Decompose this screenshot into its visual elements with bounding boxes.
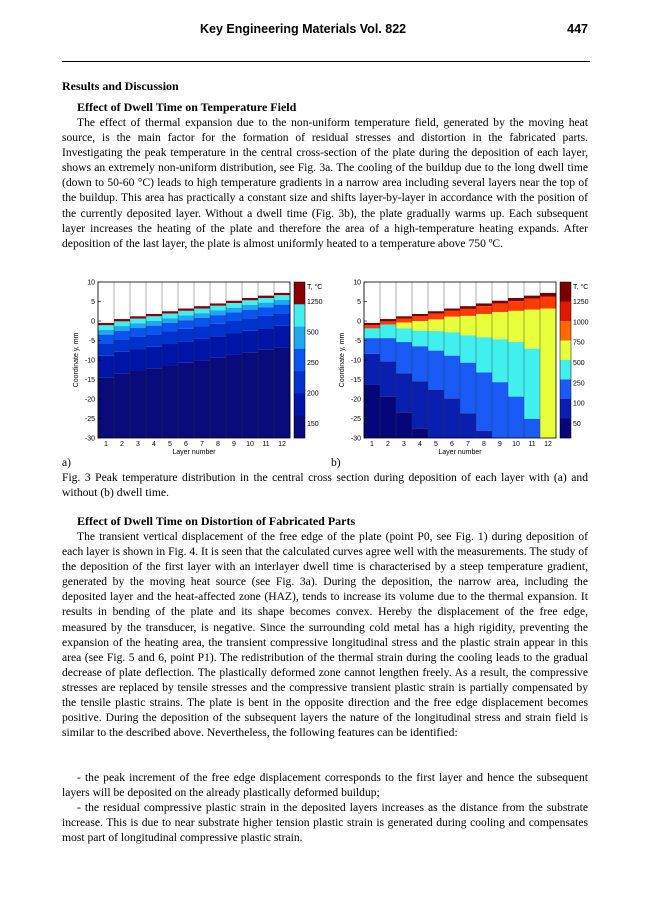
heatmap-cell (428, 351, 444, 390)
heatmap-cell (524, 349, 540, 419)
paragraph-temperature: The effect of thermal expansion due to the non-uniform temperature field, generated by the moving heat source, is the main factor for the formation of residual stresses and distortion in the fabricated parts. Investigating the peak temperature in the central cross-section of the plate during the deposition of each layer, shows an extremely non-uniform distribution, see Fig. 3a. The cooling of the buildup due to the long dwell time (down to 50-60 °C) leads to high temperature gradients in a narrow area including several layers near the top of the buildup. This area has practically a constant size and shifts layer-by-layer in accordance with the position of the currently deposited layer. Without a dwell time (Fig. 3b), the plate gradually warms up. Each subsequent layer increases the heating of the plate and therefore the area of a high-temperature heating expands. After deposition of the last layer, the plate is almost uniformly heated to a temperature above 750 ºC. (62, 116, 588, 250)
heatmap-cell (114, 319, 130, 321)
colorbar-tick-label: 750 (573, 339, 585, 347)
heatmap-cell (162, 323, 178, 332)
heatmap-cell (444, 332, 460, 355)
x-tick-label: 6 (184, 441, 188, 448)
heatmap-cell (114, 352, 130, 373)
heatmap-cell (226, 355, 242, 438)
heatmap-cell (178, 320, 194, 329)
heatmap-cell (396, 323, 412, 329)
subsection-title-temperature: Effect of Dwell Time on Temperature Field (77, 100, 297, 114)
x-tick-label: 12 (278, 441, 286, 448)
heatmap-cell (114, 331, 130, 340)
heatmap-cell (98, 343, 114, 355)
journal-title: Key Engineering Materials Vol. 822 (200, 22, 407, 36)
colorbar-title: T, °C (307, 284, 323, 291)
colorbar-segment (560, 302, 571, 322)
heatmap-cell (444, 309, 460, 311)
x-axis-label: Layer number (172, 449, 216, 456)
heatmap-cell (476, 337, 492, 372)
header-rule (62, 61, 590, 62)
heatmap-cell (428, 314, 444, 320)
x-tick-label: 11 (262, 441, 270, 448)
heatmap-cell (130, 371, 146, 438)
heatmap-cell (258, 298, 274, 303)
x-tick-label: 5 (168, 441, 172, 448)
heatmap-cell (194, 306, 210, 308)
heatmap-cell (178, 316, 194, 321)
heatmap-cell (476, 372, 492, 431)
heatmap-cell (194, 313, 210, 318)
y-tick-label: 0 (91, 318, 95, 326)
colorbar-segment (294, 393, 305, 416)
y-axis-label: Coordinate y, mm (73, 332, 80, 388)
heatmap-cell (524, 419, 540, 438)
heatmap-cell (242, 352, 258, 438)
heatmap-cell (210, 303, 226, 305)
heatmap-cell (242, 318, 258, 330)
x-tick-label: 10 (512, 441, 520, 448)
heatmap-cell (258, 328, 274, 349)
figure-3a (62, 276, 324, 456)
y-tick-label: -20 (350, 396, 361, 404)
heatmap-cell (98, 356, 114, 377)
x-tick-label: 2 (120, 441, 124, 448)
heatmap-cell (194, 318, 210, 327)
heatmap-cell (428, 331, 444, 351)
colorbar-segment (560, 321, 571, 341)
heatmap-cell (146, 368, 162, 438)
heatmap-cell (476, 303, 492, 306)
heatmap-cell (274, 293, 290, 295)
figure-label-b: b) (331, 456, 341, 469)
paragraph-distortion: The transient vertical displacement of the free edge of the plate (point P0, see Fig. 1) during deposition of each layer is shown in Fig. 4. It is seen that the calculated curves agree well with the measurements. The study of the deposition of the first layer with an interlayer dwell time is characterised by a steep temperature gradient, generated by the moving heat source (see Fig. 3a). During the deposition, the narrow area, including the deposited layer and the heat-affected zone (HAZ), tends to increase its volume due to the thermal expansion. It results in bending of the plate and its shape becomes convex. Hereby the displacement of the free edge, measured by the transducer, is negative. Since the surrounding cold metal has a high rigidity, preventing the expansion of the heating area, the transient compressive longitudinal stress and the plastic strain appear in this area (see Fig. 5 and 6, point P1). The redistribution of the thermal strain during the cooling leads to the gradual decrease of plate deflection. The plastically deformed zone cannot lengthen freely. As a result, the compressive stresses are replaced by tensile stresses and the compressive transient plastic strain is partially compensated by the tensile plastic strains. The plate is bent in the opposite direction and the free edge displacement becomes positive. During the deposition of the subsequent layers the nature of the longitudinal stress and strain field is similar to the described above. Nevertheless, the following features can be identified: (62, 530, 588, 740)
heatmap-cell (444, 399, 460, 438)
x-tick-label: 9 (498, 441, 502, 448)
heatmap-cell (130, 328, 146, 337)
heatmap-cell (178, 311, 194, 316)
colorbar-segment (560, 282, 571, 302)
colorbar-tick-label: 50 (573, 421, 581, 428)
heatmap-cell (146, 316, 162, 321)
heatmap-cell (194, 339, 210, 360)
y-tick-label: 5 (357, 299, 361, 306)
heatmap-cell (274, 313, 290, 325)
heatmap-cell (380, 325, 396, 339)
heatmap-cell (258, 316, 274, 328)
heatmap-cell (364, 385, 380, 438)
y-tick-label: 10 (353, 279, 361, 287)
x-tick-label: 4 (152, 441, 156, 448)
colorbar-tick-label: 150 (307, 421, 319, 428)
x-tick-label: 1 (370, 441, 374, 448)
heatmap-cell (428, 390, 444, 438)
heatmap-cell (98, 377, 114, 438)
colorbar-segment (294, 349, 305, 372)
colorbar-segment (560, 341, 571, 361)
heatmap-cell (412, 428, 428, 438)
y-tick-label: 10 (87, 279, 95, 287)
x-tick-label: 8 (216, 441, 220, 448)
heatmap-cell (460, 335, 476, 362)
heatmap-cell (412, 331, 428, 347)
heatmap-cell (178, 329, 194, 341)
y-tick-label: 5 (91, 299, 95, 306)
heatmap-cell (540, 297, 556, 309)
colorbar-segment (560, 419, 571, 439)
colorbar-tick-label: 200 (307, 390, 319, 398)
colorbar-tick-label: 1000 (573, 319, 589, 327)
heatmap-cell (258, 350, 274, 438)
x-tick-label: 8 (482, 441, 486, 448)
colorbar-tick-label: 500 (573, 360, 585, 367)
heatmap-cell (460, 309, 476, 316)
heatmap-cell (130, 319, 146, 324)
colorbar-segment (560, 399, 571, 419)
heatmap-cell (460, 306, 476, 309)
colorbar-segment (294, 327, 305, 350)
colorbar-segment (294, 282, 305, 305)
heatmap-cell (98, 335, 114, 344)
heatmap-cell (226, 312, 242, 321)
heatmap-cell (210, 358, 226, 438)
y-axis-label: Coordinate y, mm (339, 332, 346, 388)
colorbar-title: T, °C (573, 284, 589, 291)
page-header (62, 22, 590, 42)
heatmap-cell (226, 301, 242, 303)
heatmap-cell (162, 332, 178, 344)
heatmap-cell (364, 328, 380, 338)
x-tick-label: 1 (104, 441, 108, 448)
heatmap-cell (274, 347, 290, 438)
x-tick-label: 3 (136, 441, 140, 448)
y-tick-label: -30 (350, 435, 361, 443)
heatmap-cell (146, 334, 162, 346)
page-number: 447 (567, 22, 588, 36)
heatmap-cell (242, 300, 258, 305)
heatmap-cell (396, 316, 412, 318)
heatmap-cell (396, 373, 412, 412)
heatmap-cell (226, 321, 242, 333)
heatmap-cell (274, 305, 290, 314)
heatmap-cell (540, 293, 556, 297)
heatmap-chart-b (328, 276, 590, 456)
heatmap-cell (524, 310, 540, 349)
heatmap-cell (146, 326, 162, 335)
colorbar-tick-label: 100 (573, 400, 585, 408)
x-axis-label: Layer number (438, 449, 482, 456)
x-tick-label: 6 (450, 441, 454, 448)
heatmap-cell (412, 316, 428, 321)
y-tick-label: -5 (354, 338, 361, 345)
heatmap-cell (492, 312, 508, 339)
heatmap-cell (130, 323, 146, 328)
heatmap-cell (444, 317, 460, 333)
heatmap-cell (492, 339, 508, 382)
heatmap-cell (242, 305, 258, 310)
figure-caption: Fig. 3 Peak temperature distribution in the central cross section during deposition of each layer with (a) and without (b) dwell time. (62, 471, 588, 499)
bullet-item-2: - the residual compressive plastic strain in the deposited layers increases as the distance from the substrate increase. This is due to near substrate higher tension plastic strain is generated during cooling and compensates most part of longitudinal compressive plastic strain. (62, 801, 588, 845)
figure-3b (328, 276, 590, 456)
heatmap-cell (380, 338, 396, 361)
heatmap-cell (242, 331, 258, 352)
heatmap-cell (162, 365, 178, 438)
colorbar-tick-label: 500 (307, 329, 319, 337)
y-tick-label: -25 (350, 416, 361, 423)
heatmap-cell (460, 363, 476, 414)
heatmap-cell (460, 316, 476, 336)
heatmap-cell (258, 303, 274, 308)
heatmap-cell (162, 314, 178, 319)
heatmap-cell (412, 346, 428, 381)
heatmap-cell (380, 319, 396, 321)
heatmap-cell (210, 315, 226, 324)
heatmap-cell (364, 325, 380, 328)
heatmap-cell (396, 412, 412, 438)
x-tick-label: 4 (418, 441, 422, 448)
x-tick-label: 2 (386, 441, 390, 448)
heatmap-cell (242, 310, 258, 319)
y-tick-label: -25 (84, 416, 95, 423)
y-tick-label: -30 (84, 435, 95, 443)
y-tick-label: -20 (84, 396, 95, 404)
y-tick-label: -10 (350, 357, 361, 365)
heatmap-cell (476, 314, 492, 337)
heatmap-cell (114, 326, 130, 331)
heatmap-cell (364, 323, 380, 325)
x-tick-label: 10 (246, 441, 254, 448)
heatmap-cell (162, 344, 178, 365)
heatmap-cell (274, 295, 290, 300)
heatmap-cell (146, 314, 162, 316)
subsection-title-distortion: Effect of Dwell Time on Distortion of Fabricated Parts (77, 514, 356, 528)
heatmap-cell (508, 301, 524, 311)
colorbar-tick-label: 1250 (573, 299, 589, 306)
heatmap-cell (364, 354, 380, 385)
heatmap-cell (226, 308, 242, 313)
heatmap-cell (508, 311, 524, 342)
heatmap-cell (412, 381, 428, 428)
heatmap-cell (412, 321, 428, 331)
heatmap-cell (380, 362, 396, 397)
heatmap-cell (226, 303, 242, 308)
colorbar-segment (294, 371, 305, 394)
heatmap-cell (178, 363, 194, 438)
heatmap-cell (476, 306, 492, 314)
heatmap-cell (428, 311, 444, 313)
heatmap-cell (508, 397, 524, 438)
heatmap-cell (146, 321, 162, 326)
heatmap-cell (380, 397, 396, 438)
heatmap-cell (98, 325, 114, 330)
colorbar-segment (560, 360, 571, 380)
heatmap-cell (194, 360, 210, 438)
heatmap-cell (242, 298, 258, 300)
x-tick-label: 3 (402, 441, 406, 448)
heatmap-cell (162, 311, 178, 313)
heatmap-cell (540, 309, 556, 438)
colorbar-segment (560, 380, 571, 400)
x-tick-label: 12 (544, 441, 552, 448)
heatmap-cell (508, 298, 524, 301)
y-tick-label: -10 (84, 357, 95, 365)
heatmap-cell (412, 314, 428, 316)
y-tick-label: -15 (84, 377, 95, 384)
colorbar-tick-label: 250 (573, 380, 585, 388)
bullet-item-1: - the peak increment of the free edge displacement corresponds to the first layer and hence the subsequent layers will be deposited on the already plastically deformed buildup; (62, 771, 588, 800)
heatmap-cell (396, 342, 412, 373)
heatmap-cell (258, 296, 274, 298)
heatmap-chart-a (62, 276, 324, 456)
heatmap-cell (428, 319, 444, 331)
figure-label-a: a) (62, 456, 72, 469)
x-tick-label: 5 (434, 441, 438, 448)
heatmap-cell (210, 336, 226, 357)
y-tick-label: 0 (357, 318, 361, 326)
heatmap-cell (396, 328, 412, 342)
heatmap-cell (210, 306, 226, 311)
heatmap-cell (178, 341, 194, 362)
heatmap-cell (492, 301, 508, 304)
heatmap-cell (210, 324, 226, 336)
colorbar-tick-label: 1250 (307, 299, 323, 306)
colorbar-tick-label: 250 (307, 360, 319, 367)
x-tick-label: 7 (466, 441, 470, 448)
heatmap-cell (492, 303, 508, 312)
heatmap-cell (178, 309, 194, 311)
heatmap-cell (524, 296, 540, 299)
y-tick-label: -5 (88, 338, 95, 345)
colorbar-segment (294, 416, 305, 439)
heatmap-cell (380, 321, 396, 324)
heatmap-cell (524, 299, 540, 310)
heatmap-cell (194, 309, 210, 314)
section-title: Results and Discussion (62, 79, 179, 93)
heatmap-cell (226, 333, 242, 354)
heatmap-cell (492, 382, 508, 438)
heatmap-cell (98, 330, 114, 335)
x-tick-label: 11 (528, 441, 536, 448)
heatmap-cell (130, 349, 146, 370)
heatmap-cell (258, 307, 274, 316)
heatmap-cell (460, 413, 476, 438)
heatmap-cell (114, 321, 130, 326)
x-tick-label: 7 (200, 441, 204, 448)
heatmap-cell (114, 339, 130, 351)
heatmap-cell (194, 326, 210, 338)
x-tick-label: 9 (232, 441, 236, 448)
heatmap-cell (396, 319, 412, 323)
heatmap-cell (114, 373, 130, 438)
heatmap-cell (130, 316, 146, 318)
heatmap-cell (274, 300, 290, 305)
y-tick-label: -15 (350, 377, 361, 384)
colorbar-segment (294, 304, 305, 327)
heatmap-cell (274, 326, 290, 347)
heatmap-cell (210, 310, 226, 315)
heatmap-cell (508, 342, 524, 397)
heatmap-cell (130, 337, 146, 349)
heatmap-cell (162, 318, 178, 323)
heatmap-cell (444, 311, 460, 317)
heatmap-cell (146, 347, 162, 368)
heatmap-cell (476, 431, 492, 438)
heatmap-cell (98, 323, 114, 325)
heatmap-cell (444, 356, 460, 399)
